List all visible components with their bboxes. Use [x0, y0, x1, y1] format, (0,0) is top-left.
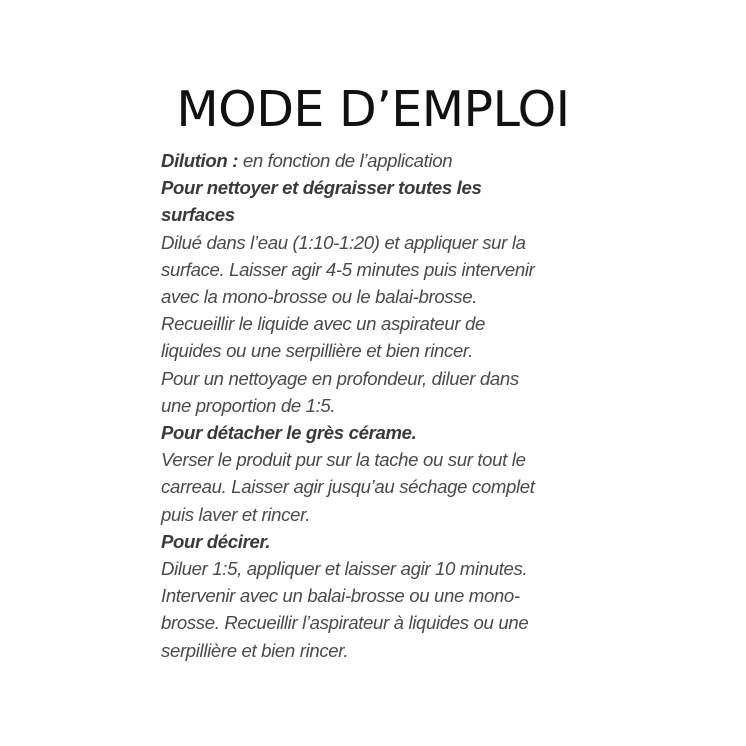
body-line: carreau. Laisser agir jusqu’au séchage complet — [161, 476, 535, 498]
body-line: Recueillir le liquide avec un aspirateur de — [161, 313, 485, 335]
body-line: une proportion de 1:5. — [161, 394, 336, 416]
body-line: Diluer 1:5, appliquer et laisser agir 10 minutes. — [161, 558, 528, 580]
body-line: puis laver et rincer. — [161, 503, 311, 525]
body-line: surface. Laisser agir 4-5 minutes puis intervenir — [161, 258, 535, 280]
body-line: Intervenir avec un balai-brosse ou une mono- — [161, 585, 520, 607]
instructions-body — [161, 147, 581, 664]
section-heading-degreasing: Pour nettoyer et dégraisser toutes les surfaces — [161, 177, 482, 226]
body-line: Verser le produit pur sur la tache ou sur tout le — [161, 449, 526, 471]
body-line: Dilué dans l’eau (1:10-1:20) et appliquer sur la — [161, 231, 526, 253]
body-line: brosse. Recueillir l’aspirateur à liquides ou une — [161, 612, 529, 634]
body-line: liquides ou une serpillière et bien rincer. — [161, 340, 473, 362]
dilution-label: Dilution : — [161, 150, 239, 171]
dilution-text: en fonction de l’application — [238, 150, 453, 171]
dilution-line — [161, 147, 581, 174]
section-heading-wax-removal: Pour décirer. — [161, 530, 271, 552]
body-line: Pour un nettoyage en profondeur, diluer dans — [161, 367, 519, 389]
body-line: serpillière et bien rincer. — [161, 639, 349, 661]
section-heading-stain-removal: Pour détacher le grès cérame. — [161, 422, 417, 444]
body-line: avec la mono-brosse ou le balai-brosse. — [161, 286, 478, 308]
page-title: MODE D’EMPLOI — [176, 81, 570, 138]
